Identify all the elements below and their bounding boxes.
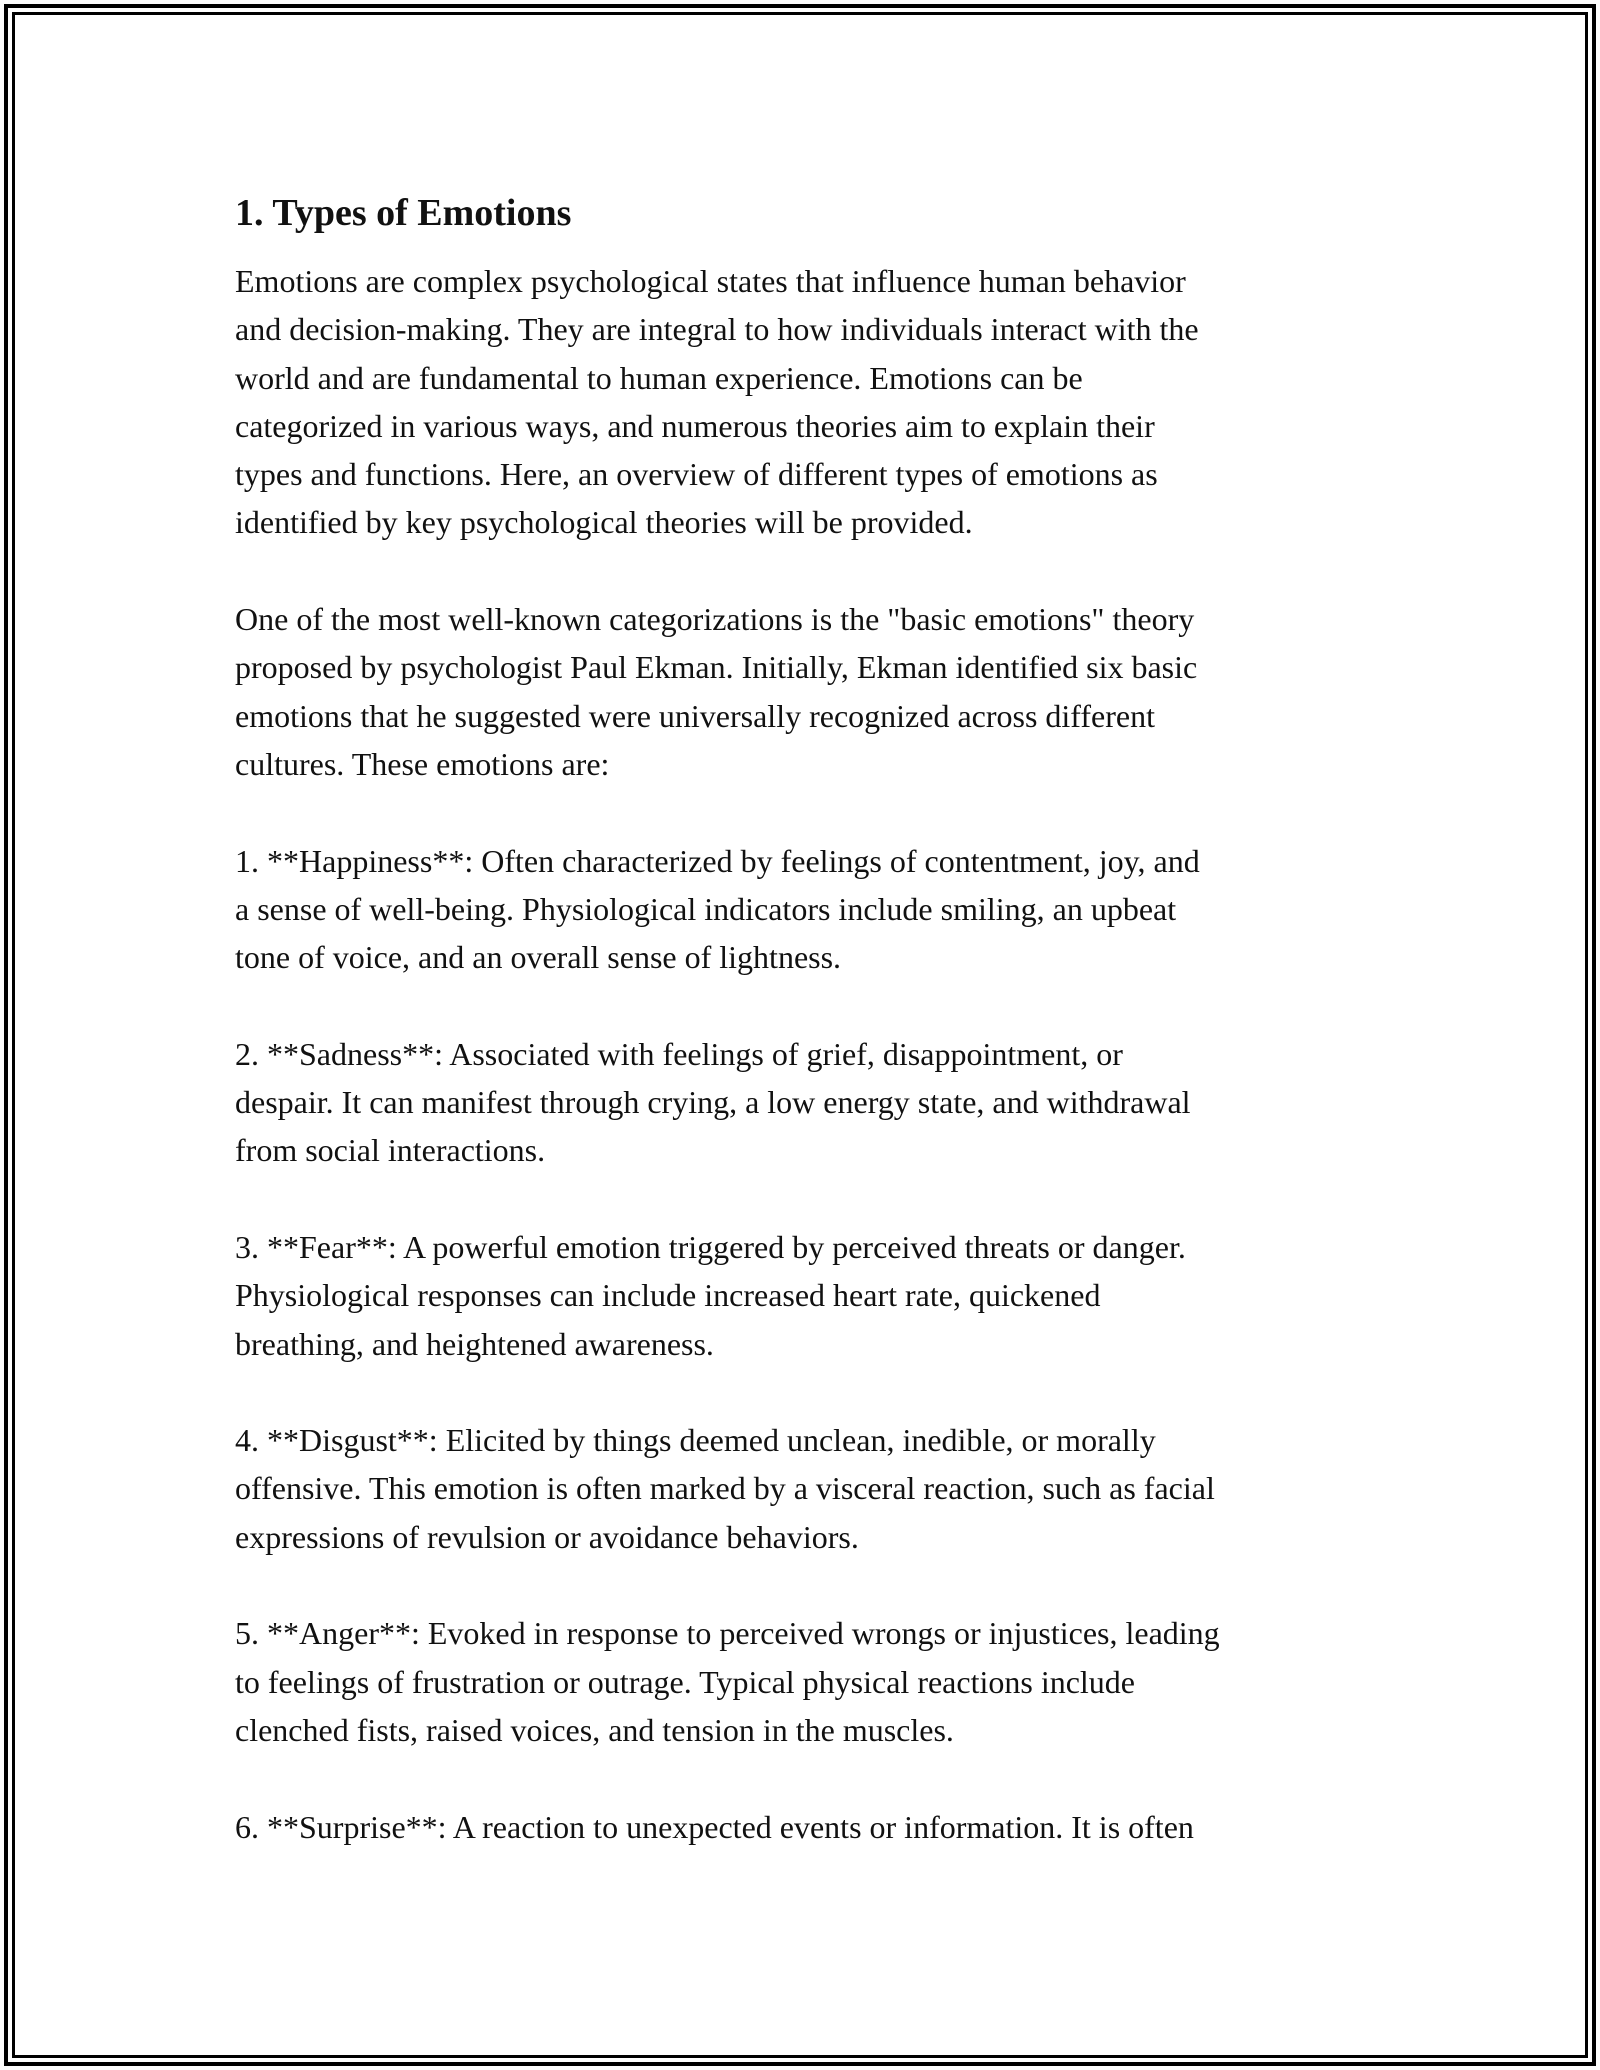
- emotion-item-surprise: [235, 1803, 1375, 1851]
- text-line: 6. **Surprise**: A reaction to unexpected events or information. It is often: [235, 1808, 1194, 1845]
- text-line: and decision-making. They are integral to how individuals interact with the: [235, 311, 1199, 348]
- document-content: [235, 185, 1375, 1851]
- basic-emotions-paragraph: [235, 595, 1375, 788]
- emotion-item-disgust: [235, 1416, 1375, 1561]
- text-line: expressions of revulsion or avoidance behaviors.: [235, 1518, 859, 1555]
- text-line: clenched fists, raised voices, and tension in the muscles.: [235, 1711, 954, 1748]
- text-line: cultures. These emotions are:: [235, 745, 610, 782]
- text-line: proposed by psychologist Paul Ekman. Initially, Ekman identified six basic: [235, 649, 1198, 686]
- text-line: Physiological responses can include increased heart rate, quickened: [235, 1277, 1101, 1314]
- text-line: identified by key psychological theories will be provided.: [235, 504, 973, 541]
- section-heading: 1. Types of Emotions: [235, 192, 572, 234]
- intro-paragraph: [235, 257, 1375, 547]
- text-line: breathing, and heightened awareness.: [235, 1325, 714, 1362]
- text-line: emotions that he suggested were universally recognized across different: [235, 697, 1155, 734]
- emotion-item-sadness: [235, 1030, 1375, 1175]
- text-line: categorized in various ways, and numerous theories aim to explain their: [235, 407, 1155, 444]
- text-line: to feelings of frustration or outrage. Typical physical reactions include: [235, 1663, 1135, 1700]
- text-line: tone of voice, and an overall sense of lightness.: [235, 939, 842, 976]
- text-line: 4. **Disgust**: Elicited by things deemed unclean, inedible, or morally: [235, 1422, 1156, 1459]
- text-line: offensive. This emotion is often marked by a visceral reaction, such as facial: [235, 1470, 1215, 1507]
- text-line: world and are fundamental to human experience. Emotions can be: [235, 359, 1083, 396]
- text-line: 5. **Anger**: Evoked in response to perceived wrongs or injustices, leading: [235, 1615, 1220, 1652]
- text-line: 3. **Fear**: A powerful emotion triggered by perceived threats or danger.: [235, 1228, 1186, 1265]
- emotion-item-anger: [235, 1609, 1375, 1754]
- text-line: types and functions. Here, an overview of different types of emotions as: [235, 456, 1158, 493]
- text-line: 1. **Happiness**: Often characterized by feelings of contentment, joy, and: [235, 842, 1200, 879]
- emotion-item-fear: [235, 1223, 1375, 1368]
- text-line: from social interactions.: [235, 1132, 546, 1169]
- text-line: Emotions are complex psychological states that influence human behavior: [235, 263, 1186, 299]
- text-line: despair. It can manifest through crying, a low energy state, and withdrawal: [235, 1084, 1191, 1121]
- text-line: 2. **Sadness**: Associated with feelings of grief, disappointment, or: [235, 1035, 1123, 1072]
- emotion-item-happiness: [235, 837, 1375, 982]
- text-line: a sense of well-being. Physiological indicators include smiling, an upbeat: [235, 890, 1177, 927]
- text-line: One of the most well-known categorizations is the "basic emotions" theory: [235, 601, 1195, 638]
